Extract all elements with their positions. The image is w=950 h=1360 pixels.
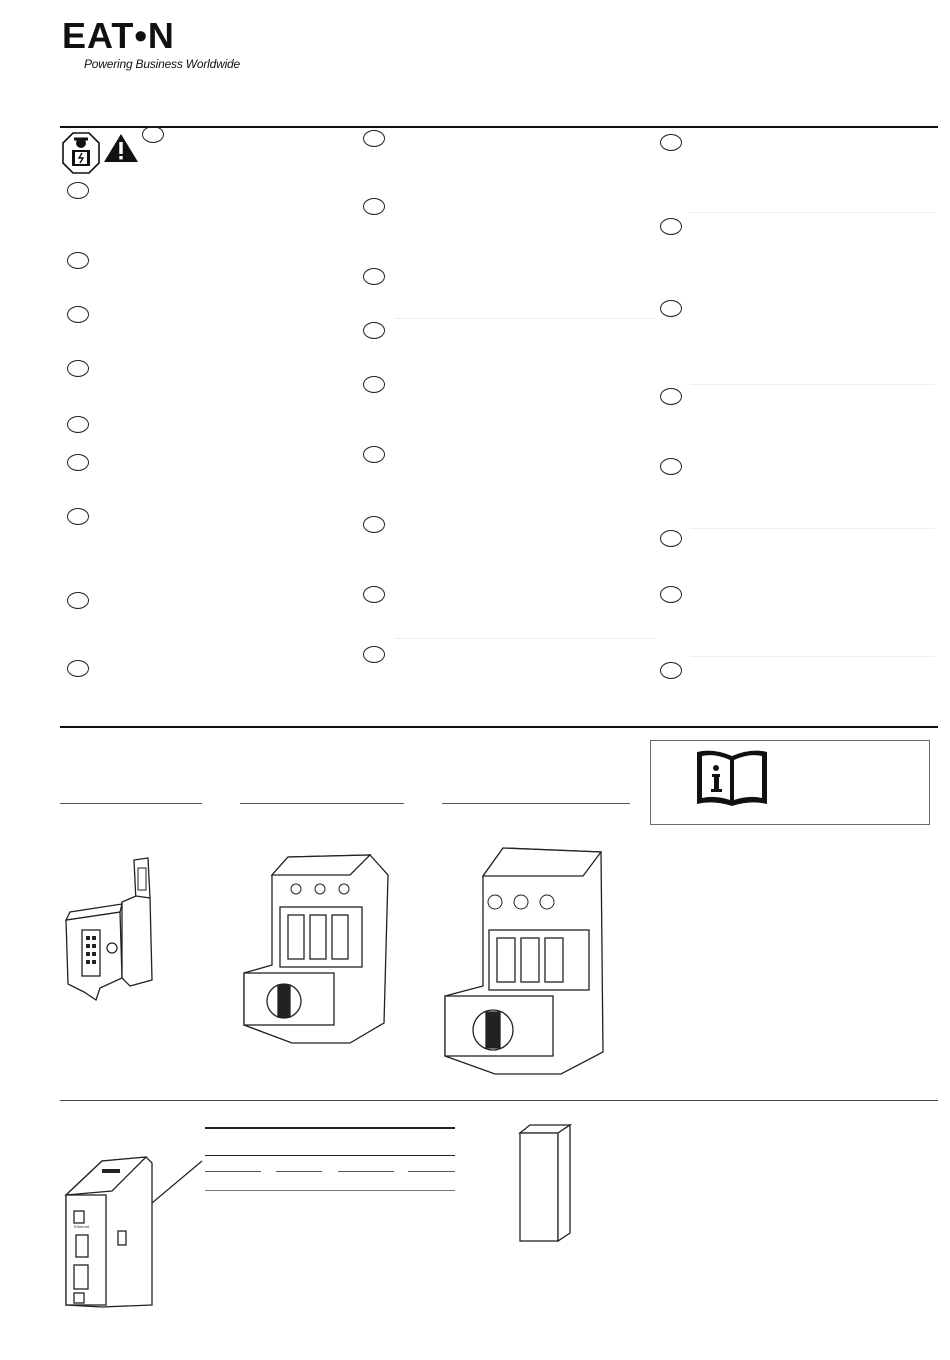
info-box [650,740,930,825]
table-cell-rule [205,1171,261,1172]
language-marker [67,306,89,323]
separator [395,638,655,639]
language-marker [363,376,385,393]
safety-bottom-rule [60,726,938,728]
table-top-rule [205,1127,455,1129]
language-marker [660,458,682,475]
gateway-module-figure [62,1155,212,1311]
language-marker [67,454,89,471]
language-marker [660,586,682,603]
table-bottom-rule [205,1190,455,1191]
language-marker [660,218,682,235]
table-cell-rule [276,1171,322,1172]
language-marker [363,586,385,603]
eaton-logo: EAT•N [62,15,175,56]
language-marker [142,126,164,143]
figure-caption-rule [442,803,630,804]
language-marker [363,322,385,339]
language-marker [660,530,682,547]
separator [395,318,655,319]
warning-triangle-icon [103,133,139,163]
table-cell-rule [408,1171,455,1172]
qualified-electrician-icon [62,132,100,174]
language-marker [67,360,89,377]
separator [690,528,935,529]
communication-module-figure [62,858,172,998]
language-marker [660,300,682,317]
motor-starter-large-figure [443,846,608,1078]
motor-starter-small-figure [240,855,390,1045]
language-marker [67,592,89,609]
language-marker [660,134,682,151]
language-marker [363,268,385,285]
language-marker [660,662,682,679]
top-rule [60,126,938,128]
table-header-rule [205,1155,455,1156]
separator [690,212,935,213]
language-marker [363,198,385,215]
read-manual-icon [695,748,769,806]
language-marker [363,130,385,147]
language-marker [67,660,89,677]
language-marker [67,182,89,199]
language-marker [67,416,89,433]
cover-block-figure [518,1123,572,1243]
language-marker [363,646,385,663]
language-marker [660,388,682,405]
bottom-section-rule [60,1100,938,1101]
language-marker [363,516,385,533]
ethernet-label: Ethernet [74,1224,90,1229]
figure-caption-rule [240,803,404,804]
separator [690,656,935,657]
language-marker [67,252,89,269]
language-marker [67,508,89,525]
separator [690,384,935,385]
figure-caption-rule [60,803,202,804]
language-marker [363,446,385,463]
table-cell-rule [338,1171,394,1172]
tagline: Powering Business Worldwide [84,57,241,71]
